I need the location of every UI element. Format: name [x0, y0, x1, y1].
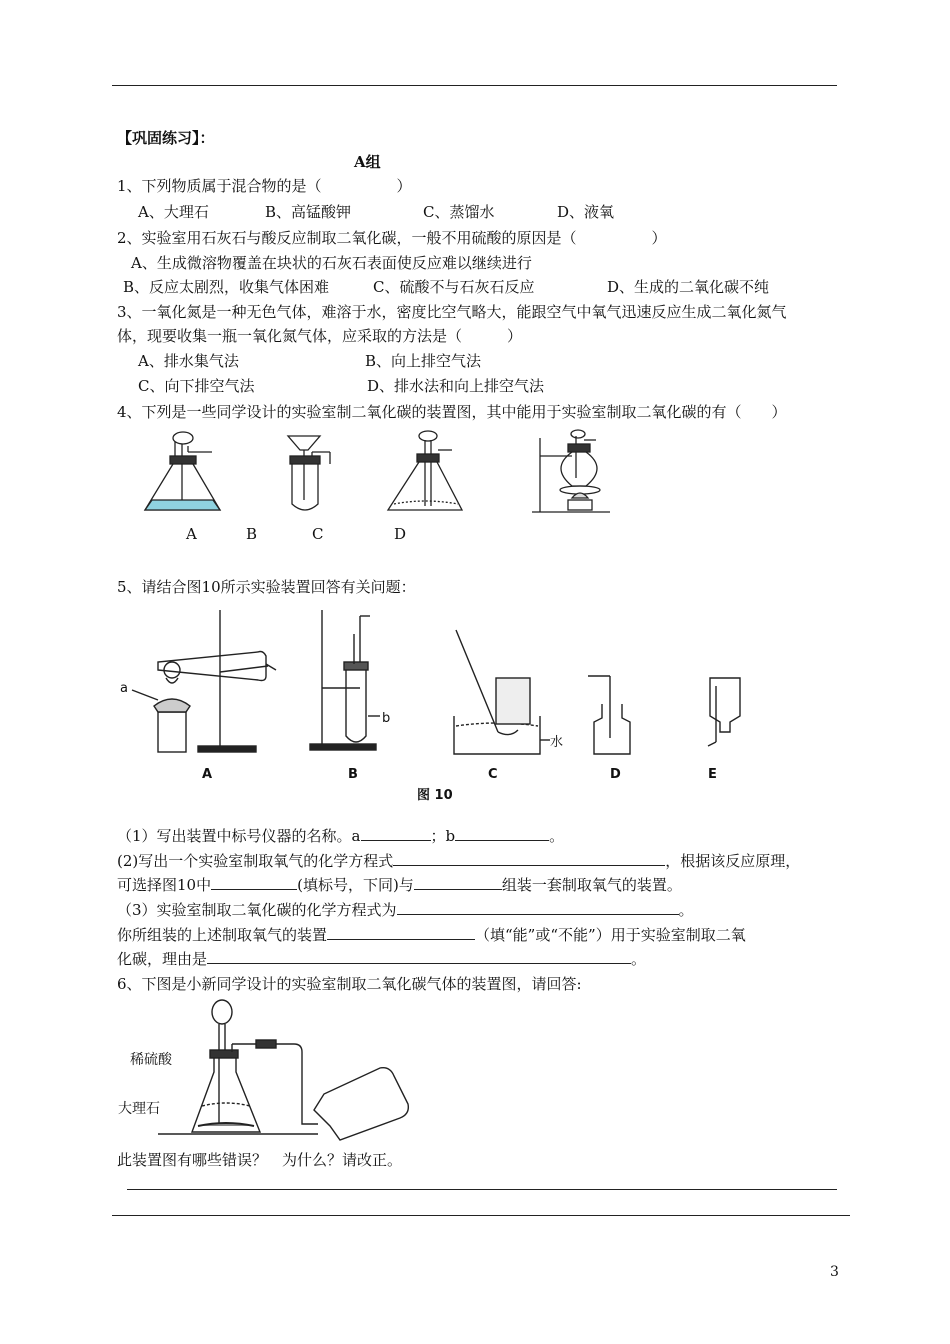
q5-part-5-end: 。: [631, 950, 647, 968]
q4-label-a: A: [186, 525, 197, 543]
q5-apparatus-b: [310, 610, 380, 750]
q5-apparatus-d: [588, 676, 630, 754]
q5-part-2-line-1: [117, 851, 800, 871]
q4-apparatus-figure: [140, 428, 620, 518]
q5-fig-label-b: B: [348, 767, 358, 782]
q5-fig-label-c: C: [488, 767, 498, 782]
q4-flask-d: [388, 431, 462, 510]
q5-mark-a: a: [120, 681, 128, 696]
q5-mark-b: b: [382, 711, 391, 726]
q2-option-c: C、硫酸不与石灰石反应: [373, 278, 535, 296]
q6-label-stone: 大理石: [118, 1101, 160, 1117]
q5-answer-a-blank[interactable]: [361, 826, 431, 841]
q5-part-4-text-a: 你所组装的上述制取氧气的装置: [117, 926, 328, 944]
q5-apparatus-c: [454, 630, 550, 754]
q5-part-5-text-a: 化碳，理由是: [117, 950, 208, 968]
q5-part-4-text-b: （填“能”或“不能”）用于实验室制取二氧: [475, 926, 746, 944]
group-title: A组: [354, 153, 381, 171]
q5-fig-label-e: E: [708, 767, 717, 782]
q5-generator-blank[interactable]: [211, 875, 297, 890]
q5-part-2-text-a: (2)写出一个实验室制取氧气的化学方程式: [117, 852, 394, 870]
q5-water-label: 水: [550, 735, 564, 750]
q5-apparatus-e: [708, 678, 740, 746]
section-title: 【巩固练习】：: [117, 129, 215, 147]
q5-part-3: [117, 900, 694, 920]
q6-question: 此装置图有哪些错误？ 为什么？请改正。: [117, 1151, 403, 1169]
q4-tube-b: [288, 436, 330, 510]
q5-part-1: [117, 826, 564, 846]
q1-stem: 1、下列物质属于混合物的是（ ）: [117, 177, 412, 195]
q6-stem: 6、下图是小新同学设计的实验室制取二氧化碳气体的装置图，请回答:: [117, 975, 582, 993]
q4-label-c: C: [312, 525, 324, 543]
q2-option-b: B、反应太剧烈，收集气体困难: [123, 278, 330, 296]
q5-part-2-text-c: 可选择图10中: [117, 876, 212, 894]
q5-fig-label-d: D: [610, 767, 621, 782]
q1-option-d: D、液氧: [557, 203, 615, 221]
q5-collector-blank[interactable]: [414, 875, 502, 890]
q5-figure-10: [118, 606, 758, 782]
q5-answer-b-blank[interactable]: [455, 826, 549, 841]
q1-option-a: A、大理石: [138, 203, 209, 221]
q3-option-b: B、向上排空气法: [365, 352, 482, 370]
q4-stem: 4、下列是一些同学设计的实验室制二氧化碳的装置图，其中能用于实验室制取二氧化碳的有（ ）: [117, 403, 787, 421]
q5-part-3-end: 。: [678, 901, 694, 919]
q5-equation-blank[interactable]: [393, 851, 665, 866]
q4-label-b: B: [246, 525, 258, 543]
q5-part-1-text-a: （1）写出装置中标号仪器的名称。a: [117, 827, 361, 845]
q5-co2-equation-blank[interactable]: [397, 900, 679, 915]
q3-option-a: A、排水集气法: [138, 352, 239, 370]
q3-line-2: 体，现要收集一瓶一氧化氮气体，应采取的方法是（ ）: [117, 327, 523, 345]
q5-part-1-end: 。: [549, 827, 565, 845]
q4-flask-a: [145, 432, 220, 510]
q2-stem: 2、实验室用石灰石与酸反应制取二氧化碳，一般不用硫酸的原因是（ ）: [117, 229, 667, 247]
q5-part-2-line-2: [117, 875, 682, 895]
q5-part-1-text-b: ；b: [430, 827, 456, 845]
q5-can-use-blank[interactable]: [327, 925, 475, 940]
q4-label-d: D: [394, 525, 407, 543]
q3-option-d: D、排水法和向上排空气法: [367, 377, 545, 395]
q5-part-5: [117, 949, 646, 969]
q6-answer-line[interactable]: [127, 1189, 837, 1190]
q5-apparatus-a: [132, 610, 276, 752]
q5-part-4: [117, 925, 746, 945]
q1-option-c: C、蒸馏水: [423, 203, 495, 221]
q5-part-3-text-a: （3）实验室制取二氧化碳的化学方程式为: [117, 901, 397, 919]
q2-option-a: A、生成微溶物覆盖在块状的石灰石表面使反应难以继续进行: [131, 254, 532, 272]
q2-option-d: D、生成的二氧化碳不纯: [607, 278, 770, 296]
header-rule: [112, 85, 837, 86]
q5-reason-blank[interactable]: [207, 949, 631, 964]
q5-part-2-text-d: (填标号，下同)与: [297, 876, 414, 894]
q5-part-2-text-e: 组装一套制取氧气的装置。: [501, 876, 682, 894]
page-number: 3: [830, 1264, 839, 1280]
q3-option-c: C、向下排空气法: [138, 377, 255, 395]
footer-rule: [112, 1215, 850, 1216]
q4-heated-flask: [532, 430, 610, 512]
q5-figure-caption: 图 10: [417, 788, 453, 803]
q1-option-b: B、高锰酸钾: [265, 203, 352, 221]
q5-fig-label-a: A: [202, 767, 213, 782]
q5-part-2-text-b: ，根据该反应原理，: [665, 852, 801, 870]
q5-stem: 5、请结合图10所示实验装置回答有关问题：: [117, 578, 416, 596]
q3-line-1: 3、一氧化氮是一种无色气体，难溶于水，密度比空气略大，能跟空气中氧气迅速反应生成二氧化氮气: [117, 303, 787, 321]
q6-label-acid: 稀硫酸: [130, 1052, 172, 1068]
